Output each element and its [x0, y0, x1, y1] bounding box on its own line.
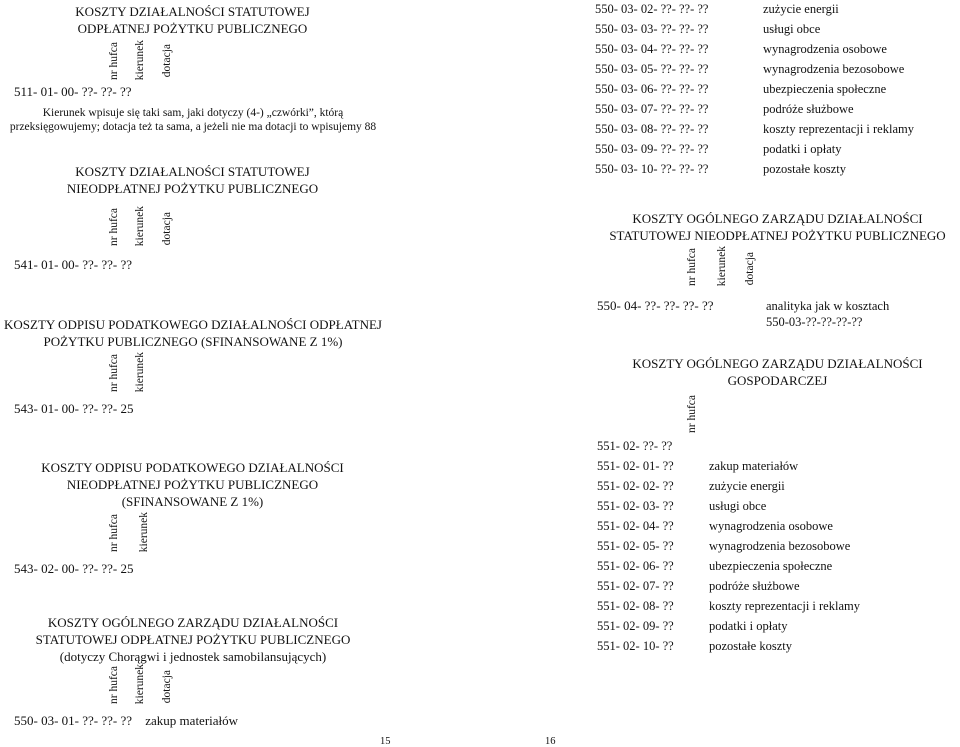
account-code: 550- 03- 04- ??- ??- ?? — [595, 42, 709, 56]
note: Kierunek wpisuje się taki sam, jaki dotyczy (4-) „czwórki”, którą przeksięgowujemy; dotacja też ta sama, a jeżeli nie ma dotacji to wpisujemy 88 — [9, 107, 377, 133]
account-description: wynagrodzenia osobowe — [763, 42, 887, 56]
account-code: 550- 03- 08- ??- ??- ?? — [595, 122, 709, 136]
account-code: 551- 02- 06- ?? — [597, 559, 674, 573]
account-code: 550- 03- 07- ??- ??- ?? — [595, 102, 709, 116]
label-nr-hufca: nr hufca — [108, 354, 120, 392]
label-nr-hufca: nr hufca — [108, 666, 120, 704]
account-row — [595, 139, 914, 159]
label-kierunek: kierunek — [134, 664, 146, 705]
account-code: 551- 02- 04- ?? — [597, 519, 674, 533]
account-code: 551- 02- 03- ?? — [597, 499, 674, 513]
account-description: podróże służbowe — [763, 102, 854, 116]
account-description: pozostałe koszty — [709, 639, 792, 653]
page-number-right: 16 — [545, 736, 556, 747]
label-kierunek: kierunek — [716, 246, 728, 287]
account-row — [597, 456, 860, 476]
label-dotacja: dotacja — [161, 670, 173, 704]
account-description: zużycie energii — [709, 479, 785, 493]
label-nr-hufca: nr hufca — [108, 514, 120, 552]
label-dotacja: dotacja — [744, 252, 756, 286]
label-kierunek: kierunek — [134, 206, 146, 247]
account-description: usługi obce — [763, 22, 821, 36]
account-description: podatki i opłaty — [709, 619, 788, 633]
account-description: ubezpieczenia społeczne — [763, 82, 887, 96]
label-kierunek: kierunek — [134, 352, 146, 393]
account-row — [597, 496, 860, 516]
account-row — [597, 596, 860, 616]
account-description: analityka jak w kosztach 550-03-??-??-??-?? — [766, 299, 890, 329]
account-code: 550- 03- 02- ??- ??- ?? — [595, 2, 709, 16]
label-nr-hufca: nr hufca — [686, 248, 698, 286]
label-nr-hufca: nr hufca — [686, 395, 698, 433]
label-nr-hufca: nr hufca — [108, 42, 120, 80]
account-code: 550- 03- 09- ??- ??- ?? — [595, 142, 709, 156]
account-code: 551- 02- 02- ?? — [597, 479, 674, 493]
account-code: 550- 03- 03- ??- ??- ?? — [595, 22, 709, 36]
account-code: 550- 03- 05- ??- ??- ?? — [595, 62, 709, 76]
account-row — [597, 556, 860, 576]
account-row — [597, 516, 860, 536]
account-code: 550- 03- 06- ??- ??- ?? — [595, 82, 709, 96]
section-title: KOSZTY OGÓLNEGO ZARZĄDU DZIAŁALNOŚCI GOSPODARCZEJ — [632, 356, 923, 388]
account-description: pozostałe koszty — [763, 162, 846, 176]
section-title: KOSZTY OGÓLNEGO ZARZĄDU DZIAŁALNOŚCI STATUTOWEJ NIEODPŁATNEJ POŻYTKU PUBLICZNEGO — [609, 211, 946, 243]
account-code: 551- 02- 01- ?? — [597, 459, 674, 473]
account-description: wynagrodzenia osobowe — [709, 519, 833, 533]
account-description: koszty reprezentacji i reklamy — [709, 599, 860, 613]
account-row — [597, 636, 860, 656]
account-row — [595, 39, 914, 59]
account-row — [597, 576, 860, 596]
account-code: 511- 01- 00- ??- ??- ?? — [14, 84, 132, 99]
label-kierunek: kierunek — [138, 512, 150, 553]
account-description: wynagrodzenia bezosobowe — [763, 62, 905, 76]
account-row — [597, 436, 860, 456]
account-description: podatki i opłaty — [763, 142, 842, 156]
account-code: 551- 02- 09- ?? — [597, 619, 674, 633]
section-title: KOSZTY DZIAŁALNOŚCI STATUTOWEJ NIEODPŁATNEJ POŻYTKU PUBLICZNEGO — [66, 164, 319, 196]
account-code: 551- 02- 08- ?? — [597, 599, 674, 613]
section-title: KOSZTY ODPISU PODATKOWEGO DZIAŁALNOŚCI NIEODPŁATNEJ POŻYTKU PUBLICZNEGO (SFINANSOWANE Z 1%) — [41, 460, 344, 509]
label-kierunek: kierunek — [134, 40, 146, 81]
account-code: 551- 02- 05- ?? — [597, 539, 674, 553]
account-code: 551- 02- ??- ?? — [597, 439, 673, 453]
account-code: 550- 03- 01- ??- ??- ?? zakup materiałów — [14, 713, 239, 728]
account-list-551-02 — [597, 436, 860, 656]
account-row — [595, 19, 914, 39]
account-row — [595, 159, 914, 179]
account-code: 551- 02- 07- ?? — [597, 579, 674, 593]
account-description: wynagrodzenia bezosobowe — [709, 539, 851, 553]
account-row — [595, 79, 914, 99]
account-code: 551- 02- 10- ?? — [597, 639, 674, 653]
account-row — [597, 536, 860, 556]
label-dotacja: dotacja — [161, 212, 173, 246]
account-row — [597, 616, 860, 636]
label-dotacja: dotacja — [161, 44, 173, 78]
account-description: ubezpieczenia społeczne — [709, 559, 833, 573]
account-code: 550- 03- 10- ??- ??- ?? — [595, 162, 709, 176]
section-title: KOSZTY DZIAŁALNOŚCI STATUTOWEJ ODPŁATNEJ POŻYTKU PUBLICZNEGO — [75, 4, 310, 36]
account-code: 541- 01- 00- ??- ??- ?? — [14, 257, 133, 272]
account-row — [595, 59, 914, 79]
account-description: zakup materiałów — [709, 459, 799, 473]
account-description: koszty reprezentacji i reklamy — [763, 122, 914, 136]
label-nr-hufca: nr hufca — [108, 208, 120, 246]
account-description: usługi obce — [709, 499, 767, 513]
account-list-550-03 — [595, 0, 914, 179]
account-row — [595, 99, 914, 119]
account-code: 550- 04- ??- ??- ??- ?? — [597, 298, 714, 313]
account-row — [597, 476, 860, 496]
account-row — [595, 0, 914, 19]
account-row — [595, 119, 914, 139]
section-title: KOSZTY OGÓLNEGO ZARZĄDU DZIAŁALNOŚCI STATUTOWEJ ODPŁATNEJ POŻYTKU PUBLICZNEGO (dotyczy Chorągwi i jednostek samobilansujących) — [35, 615, 351, 664]
section-title: KOSZTY ODPISU PODATKOWEGO DZIAŁALNOŚCI ODPŁATNEJ POŻYTKU PUBLICZNEGO (SFINANSOWANE Z 1%) — [4, 317, 382, 349]
page-number-left: 15 — [380, 736, 391, 747]
account-code: 543- 01- 00- ??- ??- 25 — [14, 401, 134, 416]
account-description: zużycie energii — [763, 2, 839, 16]
account-code: 543- 02- 00- ??- ??- 25 — [14, 561, 134, 576]
account-description: podróże służbowe — [709, 579, 800, 593]
